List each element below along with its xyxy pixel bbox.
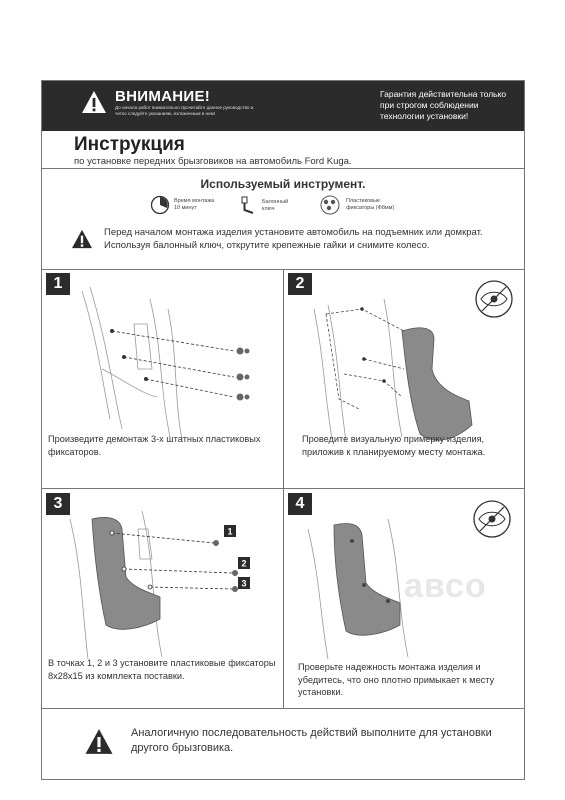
warning-subtitle: До начала работ внимательно прочитайте данное руководство и четко следуйте указаниям, изложенным в нем! bbox=[115, 105, 254, 116]
footer-text: Аналогичную последовательность действий выполните для установки другого брызговика. bbox=[131, 727, 492, 754]
marker-3: 3 bbox=[241, 578, 247, 589]
tool-clips bbox=[318, 195, 394, 215]
step-1-badge: 1 bbox=[46, 273, 70, 295]
page-title: Инструкция bbox=[74, 134, 185, 155]
step-1-caption: Произведите демонтаж 3-х штатных пластиковых фиксаторов. bbox=[48, 434, 261, 457]
step-4-caption: Проверьте надежность монтажа изделия и убедитесь, что оно плотно примыкает к месту установки. bbox=[298, 662, 495, 697]
tool-wrench bbox=[238, 195, 288, 217]
tool-time bbox=[150, 195, 214, 215]
warning-icon bbox=[81, 90, 107, 114]
warning-icon bbox=[84, 728, 114, 755]
tools-section bbox=[42, 169, 524, 270]
marker-2: 2 bbox=[241, 558, 247, 569]
step-3-badge: 3 bbox=[46, 493, 70, 515]
watermark: авсо bbox=[404, 567, 487, 605]
warning-title: ВНИМАНИЕ! bbox=[115, 88, 211, 105]
eye-icon bbox=[476, 281, 512, 317]
clips-icon bbox=[318, 195, 342, 215]
step-3-illustration bbox=[42, 489, 284, 669]
step-2-caption: Проведите визуальную примерку изделия, приложив к планируемому месту монтажа. bbox=[302, 434, 486, 457]
step-1 bbox=[42, 269, 284, 489]
step-3-caption: В точках 1, 2 и 3 установите пластиковые фиксаторы 8x28x15 из комплекта поставки. bbox=[48, 658, 276, 681]
step-4-badge: 4 bbox=[288, 493, 312, 515]
tool-wrench-label: Балонный ключ bbox=[262, 199, 289, 212]
step-2-badge: 2 bbox=[288, 273, 312, 295]
step-3 bbox=[42, 489, 284, 709]
page-subtitle: по установке передних брызговиков на автомобиль Ford Kuga. bbox=[74, 156, 352, 167]
clock-icon bbox=[150, 195, 170, 215]
step-1-illustration bbox=[42, 269, 284, 449]
warning-header bbox=[42, 81, 524, 131]
tools-title: Используемый инструмент. bbox=[200, 177, 366, 191]
tool-time-label: Время монтажа 10 минут bbox=[174, 198, 215, 211]
instruction-sheet bbox=[41, 80, 525, 780]
step-2-illustration bbox=[284, 269, 524, 449]
marker-1: 1 bbox=[227, 526, 233, 537]
notice-text: Перед началом монтажа изделия установите автомобиль на подъемник или домкрат. Используя балонный ключ, открутите крепежные гайки и снимите колесо. bbox=[104, 227, 483, 251]
footer-note bbox=[42, 709, 524, 779]
step-4 bbox=[284, 489, 524, 709]
tool-clips-label: Пластиковые фиксаторы (Ф8мм) bbox=[346, 198, 395, 211]
eye-icon bbox=[474, 501, 510, 537]
step-2 bbox=[284, 269, 524, 489]
guarantee-note: Гарантия действительна только при строгом соблюдении технологии установки! bbox=[380, 89, 507, 121]
wrench-icon bbox=[238, 195, 258, 217]
warning-icon bbox=[71, 229, 93, 249]
